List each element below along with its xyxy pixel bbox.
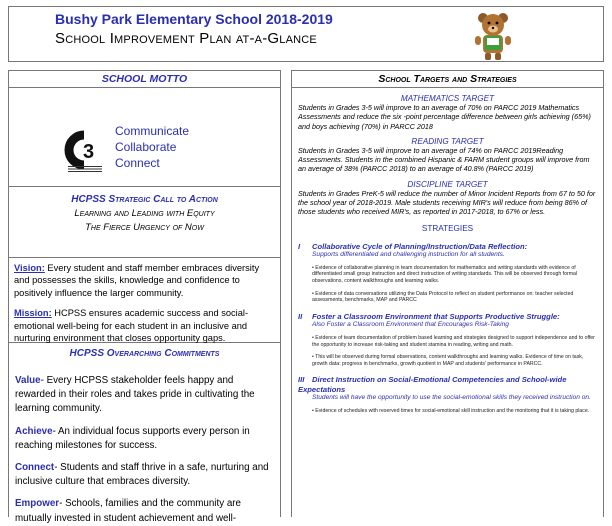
commitment-label: Connect [15,462,55,474]
commitment-text: - Students and staff thrive in a safe, nurturing and inclusive culture that embraces diversity. [15,462,269,488]
commitment-label: Value [15,375,41,386]
c3-logo [62,129,108,173]
strategy-2 [298,312,597,368]
discipline-target-text: Students in Grades PreK-5 will reduce the number of Minor Incident Reports from 67 to 50 for the school year of 2018-2019. Male students receiving MIR's will reduce from being 86% of those students who received MIR's, as reported in 2017-2018, to 67% or less. [298,188,596,217]
reading-target-text: Students in Grades 3-5 will improve to an average of 74% on PARCC 2019Reading Assessments. Students in the combined Hispanic & FARM student groups will improve from an average of 38% (PARCC 2018) to an average of 40.8% (PARCC 2019) [298,146,590,174]
bear-mascot-icon [471,9,515,61]
commitment-connect [15,461,274,489]
mission-label: Mission: [14,308,52,319]
strategy-title [298,312,597,321]
left-column [8,70,281,524]
strategy-1 [298,242,597,304]
motto-box [9,88,280,187]
strategy-title-text: Foster a Classroom Environment that Supports Productive Struggle: [312,311,560,321]
strategy-subtitle: Also Foster a Classroom Environment that Encourages Risk-Taking [312,321,509,329]
strategy-subtitle: Supports differentiated and challenging instruction for all students. [312,250,505,258]
strategy-subtitle: Students will have the opportunity to use the social-emotional skills they received instruction on. [312,393,591,401]
commitment-value [15,374,274,417]
strategy-bullet: • Evidence of team documentation of problem based learning and strategies designed to support independence and to offer the opportunity to increase risk-taking and student stamina in reading, writing and math. [312,335,595,348]
strategic-line-urgency: The Fierce Urgency of Now [85,222,204,233]
vision-paragraph [14,262,275,299]
vision-label: Vision: [14,263,45,273]
plan-title-text: School Improvement Plan at-a-Glance [55,30,317,47]
motto-line-collaborate: Collaborate [115,140,177,154]
header-box [8,6,604,62]
motto-line-connect: Connect [115,156,160,170]
strategy-bullet: • This will be observed during formal observations, content walkthroughs and learning walks. Evidence of time on task, growth data: progress in benchmarks, growth quotient in MAP and students' performance in PARCC. [312,354,584,367]
strategy-title [298,375,597,393]
strategy-title-text: Collaborative Cycle of Planning/Instruction/Data Reflection: [312,241,528,251]
strategy-number: III [298,375,305,385]
commitment-text: - An individual focus supports every person in reaching milestones for success. [15,425,250,451]
strategy-number: II [298,311,303,321]
strategy-title [298,242,597,251]
commitments-heading: HCPSS Overarching Commitments [69,348,220,359]
strategic-call-section [9,187,280,258]
strategy-3 [298,375,597,414]
strategies-heading: STRATEGIES [421,224,474,234]
commitments-list [9,359,280,526]
targets-strategies-body [292,94,603,414]
strategy-bullet: • Evidence of data conversations utilizing the Data Protocol to reflect on student performance on: teacher selected assessments, benchmarks, MAP and PARCC [312,290,574,304]
vision-mission-section [9,258,280,343]
commitment-empower [15,497,274,525]
vision-text: Every student and staff member embraces diversity and possesses the skills, knowledge and confidence to positively influence the larger community. [14,263,260,298]
mission-paragraph [14,307,275,344]
commitment-label: Empower [15,498,60,510]
commitment-text: - Schools, families and the community are mutually invested in student achievement and well- [15,498,241,524]
motto-text [115,123,189,171]
svg-text:3: 3 [83,141,95,163]
targets-strategies-heading: School Targets and Strategies [292,71,603,88]
commitment-label: Achieve [15,425,53,437]
discipline-target-title: DISCIPLINE TARGET [407,179,488,189]
math-target-text: Students in Grades 3-5 will improve to an average of 70% on PARCC 2019 Mathematics Assessments and reduce the six -point percentage difference between girls achieving (65%) and boys achieving (70%) in PARCC 2018 [298,103,591,131]
strategy-title-text: Direct Instruction on Social-Emotional Competencies and School-wide Expectations [298,375,567,394]
strategic-call-title: HCPSS Strategic Call to Action [71,194,218,205]
strategy-bullet: • Evidence of collaborative planning in team documentation for mathematics and writing standards with evidence of differentiated small group instruction and direct instruction of writing standards. This will be observed through formal observations, content walkthroughs and learning walks. [312,264,578,285]
right-column [291,70,604,517]
strategy-bullet: • Evidence of schedules with reserved times for social-emotional skill instruction and the monitoring that it is taking place. [312,407,590,414]
reading-target-title: READING TARGET [411,136,484,146]
commitment-achieve [15,425,274,453]
strategic-line-equity: Learning and Leading with Equity [74,208,215,219]
plan-title [55,30,317,47]
school-name: Bushy Park Elementary School 2018-2019 [55,11,333,27]
motto-line-communicate: Communicate [115,124,190,138]
math-target-title: MATHEMATICS TARGET [400,94,495,103]
mission-text: HCPSS ensures academic success and social-emotional well-being for each student in an inclusive and nurturing environment that closes opportunity gaps. [14,308,249,344]
strategy-number: I [298,241,301,251]
commitment-text: - Every HCPSS stakeholder feels happy and rewarded in their roles and takes pride in cultivating the learning community. [15,375,255,415]
motto-heading: SCHOOL MOTTO [9,71,280,88]
